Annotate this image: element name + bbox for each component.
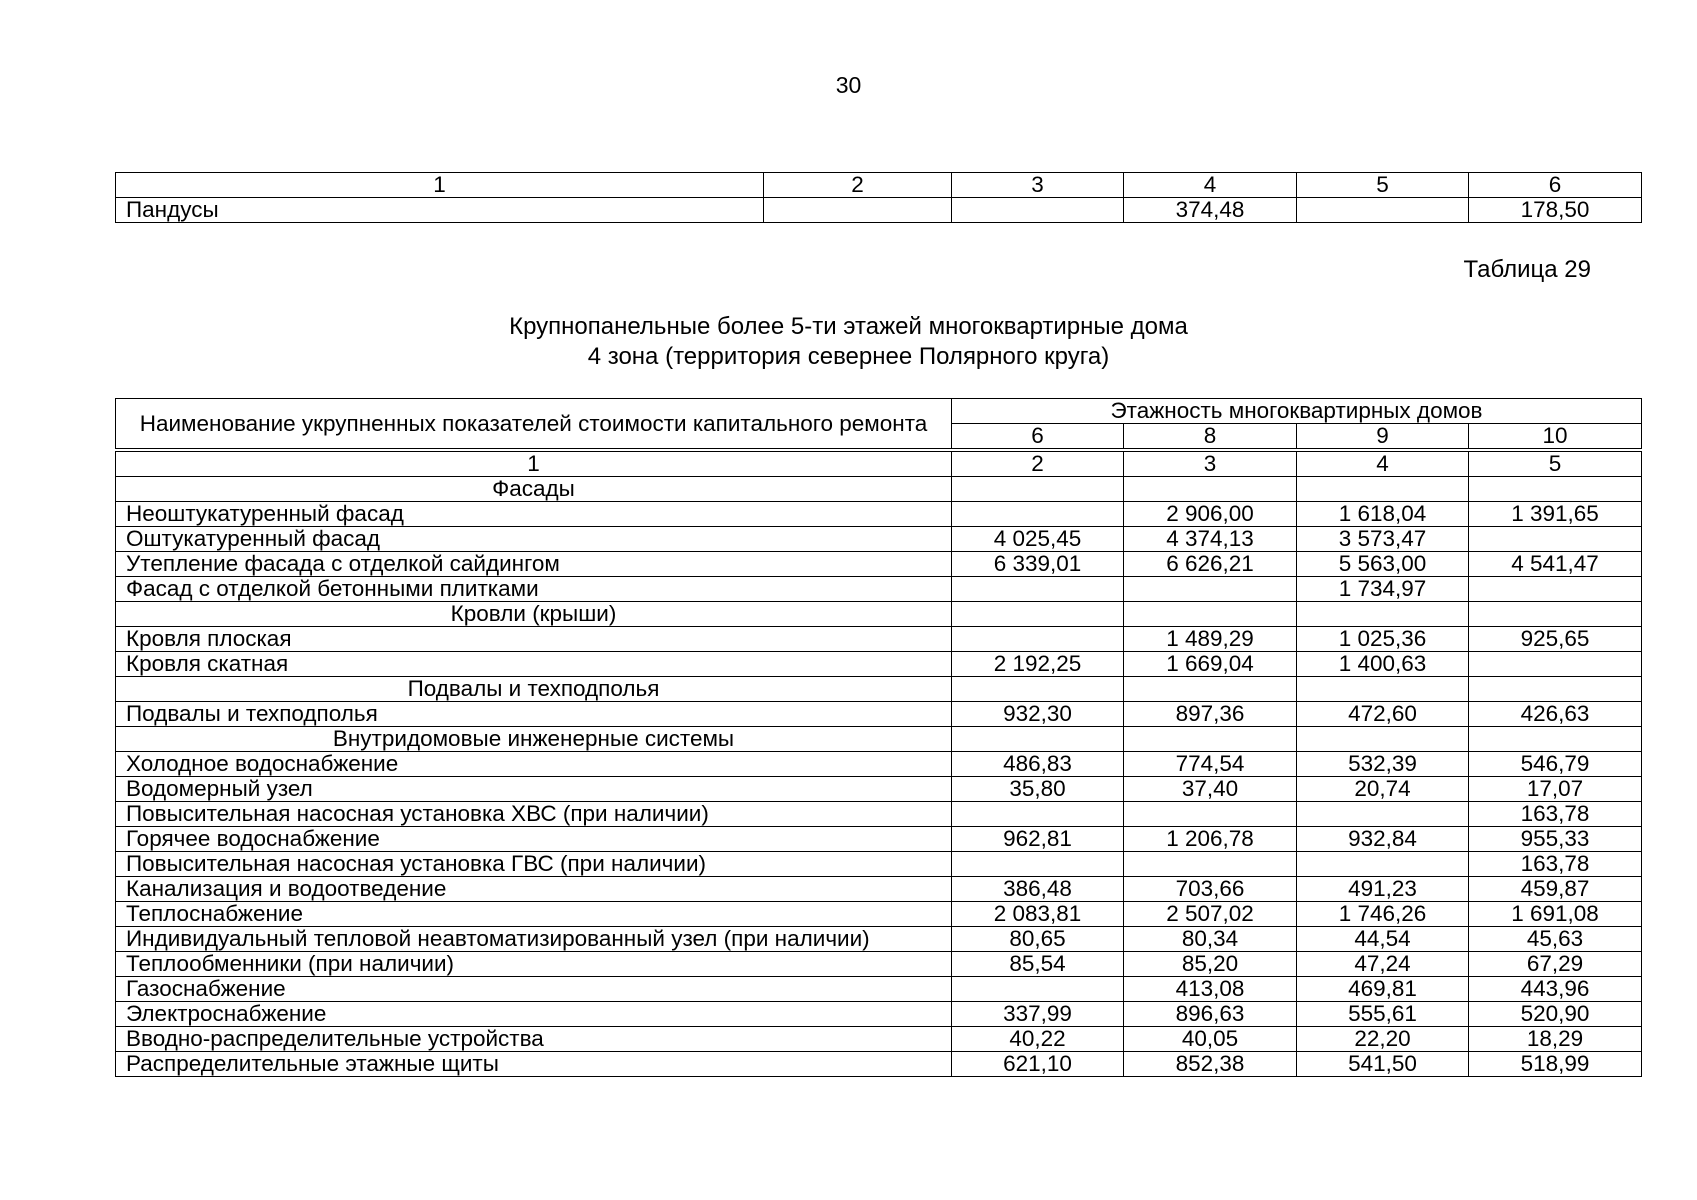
name-column-header: Наименование укрупненных показателей стоимости капитального ремонта xyxy=(116,399,952,449)
value-cell: 486,83 xyxy=(952,752,1124,777)
table-row xyxy=(116,752,1642,777)
value-cell: 541,50 xyxy=(1297,1052,1469,1077)
value-cell xyxy=(952,727,1124,752)
value-cell xyxy=(1124,677,1297,702)
value-cell: 932,30 xyxy=(952,702,1124,727)
row-name-cell: Оштукатуренный фасад xyxy=(116,527,952,552)
main-table xyxy=(115,398,1642,1077)
table-row xyxy=(116,827,1642,852)
section-heading-cell: Фасады xyxy=(116,477,952,502)
column-number-cell: 4 xyxy=(1124,173,1297,198)
value-cell: 621,10 xyxy=(952,1052,1124,1077)
column-number-cell: 5 xyxy=(1297,173,1469,198)
column-number-cell: 5 xyxy=(1469,452,1642,477)
value-cell: 1 206,78 xyxy=(1124,827,1297,852)
section-row xyxy=(116,727,1642,752)
value-cell: 2 192,25 xyxy=(952,652,1124,677)
row-name-cell: Холодное водоснабжение xyxy=(116,752,952,777)
column-number-cell: 3 xyxy=(1124,452,1297,477)
continuation-table xyxy=(115,172,1642,223)
table-row xyxy=(116,952,1642,977)
column-number-cell: 6 xyxy=(1469,173,1642,198)
value-cell: 472,60 xyxy=(1297,702,1469,727)
value-cell: 80,65 xyxy=(952,927,1124,952)
value-cell xyxy=(1297,677,1469,702)
value-cell: 163,78 xyxy=(1469,802,1642,827)
value-cell xyxy=(952,198,1124,223)
row-name-cell: Водомерный узел xyxy=(116,777,952,802)
value-cell xyxy=(952,602,1124,627)
value-cell xyxy=(1469,602,1642,627)
row-name-cell: Горячее водоснабжение xyxy=(116,827,952,852)
value-cell xyxy=(1124,852,1297,877)
value-cell: 1 746,26 xyxy=(1297,902,1469,927)
table-row xyxy=(116,627,1642,652)
value-cell xyxy=(952,802,1124,827)
row-name-cell: Распределительные этажные щиты xyxy=(116,1052,952,1077)
column-number-cell: 4 xyxy=(1297,452,1469,477)
value-cell: 1 400,63 xyxy=(1297,652,1469,677)
value-cell: 4 374,13 xyxy=(1124,527,1297,552)
row-name-cell: Теплообменники (при наличии) xyxy=(116,952,952,977)
value-cell xyxy=(1469,727,1642,752)
value-cell xyxy=(1124,602,1297,627)
value-cell xyxy=(952,852,1124,877)
value-cell: 44,54 xyxy=(1297,927,1469,952)
value-cell xyxy=(1469,677,1642,702)
value-cell: 491,23 xyxy=(1297,877,1469,902)
value-cell: 20,74 xyxy=(1297,777,1469,802)
row-name-cell: Утепление фасада с отделкой сайдингом xyxy=(116,552,952,577)
value-cell: 40,22 xyxy=(952,1027,1124,1052)
value-cell: 413,08 xyxy=(1124,977,1297,1002)
value-cell: 774,54 xyxy=(1124,752,1297,777)
row-name-cell: Теплоснабжение xyxy=(116,902,952,927)
row-name-cell: Кровля скатная xyxy=(116,652,952,677)
value-cell: 2 507,02 xyxy=(1124,902,1297,927)
value-cell xyxy=(1297,852,1469,877)
value-cell: 532,39 xyxy=(1297,752,1469,777)
page-number: 30 xyxy=(835,72,862,98)
value-cell: 67,29 xyxy=(1469,952,1642,977)
value-cell xyxy=(1297,198,1469,223)
value-cell: 2 906,00 xyxy=(1124,502,1297,527)
value-cell: 85,54 xyxy=(952,952,1124,977)
value-cell: 45,63 xyxy=(1469,927,1642,952)
value-cell: 932,84 xyxy=(1297,827,1469,852)
section-row xyxy=(116,602,1642,627)
value-cell xyxy=(952,502,1124,527)
column-number-row xyxy=(116,452,1642,477)
table-row xyxy=(116,877,1642,902)
section-row xyxy=(116,477,1642,502)
row-name-cell: Повысительная насосная установка ХВС (при наличии) xyxy=(116,802,952,827)
value-cell: 18,29 xyxy=(1469,1027,1642,1052)
table-row xyxy=(116,652,1642,677)
value-cell: 2 083,81 xyxy=(952,902,1124,927)
table-row xyxy=(116,1052,1642,1077)
row-name-cell: Канализация и водоотведение xyxy=(116,877,952,902)
value-cell: 4 541,47 xyxy=(1469,552,1642,577)
section-heading-cell: Кровли (крыши) xyxy=(116,602,952,627)
row-name-cell: Электроснабжение xyxy=(116,1002,952,1027)
row-name-cell: Кровля плоская xyxy=(116,627,952,652)
table-row xyxy=(116,1002,1642,1027)
table-row xyxy=(116,852,1642,877)
value-cell: 3 573,47 xyxy=(1297,527,1469,552)
value-cell: 1 669,04 xyxy=(1124,652,1297,677)
row-name-cell: Вводно-распределительные устройства xyxy=(116,1027,952,1052)
value-cell: 1 618,04 xyxy=(1297,502,1469,527)
floors-group-header: Этажность многоквартирных домов xyxy=(952,399,1642,424)
row-name-cell: Индивидуальный тепловой неавтоматизированный узел (при наличии) xyxy=(116,927,952,952)
table-row xyxy=(116,1027,1642,1052)
value-cell xyxy=(764,198,952,223)
column-number-row xyxy=(116,173,1642,198)
row-name-cell: Подвалы и техподполья xyxy=(116,702,952,727)
value-cell: 897,36 xyxy=(1124,702,1297,727)
value-cell: 37,40 xyxy=(1124,777,1297,802)
table-row xyxy=(116,527,1642,552)
value-cell: 40,05 xyxy=(1124,1027,1297,1052)
value-cell: 6 626,21 xyxy=(1124,552,1297,577)
value-cell: 6 339,01 xyxy=(952,552,1124,577)
main-table-body xyxy=(116,477,1642,1077)
column-number-cell: 1 xyxy=(116,173,764,198)
value-cell: 925,65 xyxy=(1469,627,1642,652)
value-cell: 518,99 xyxy=(1469,1052,1642,1077)
table-title xyxy=(0,312,1697,372)
value-cell xyxy=(1297,477,1469,502)
value-cell: 443,96 xyxy=(1469,977,1642,1002)
table-caption: Таблица 29 xyxy=(1463,256,1591,283)
table-row xyxy=(116,902,1642,927)
section-heading-cell: Внутридомовые инженерные системы xyxy=(116,727,952,752)
value-cell xyxy=(1297,602,1469,627)
table-row xyxy=(116,777,1642,802)
value-cell: 47,24 xyxy=(1297,952,1469,977)
row-name-cell: Повысительная насосная установка ГВС (при наличии) xyxy=(116,852,952,877)
table-row xyxy=(116,502,1642,527)
value-cell: 374,48 xyxy=(1124,198,1297,223)
value-cell xyxy=(1124,802,1297,827)
column-number-cell: 2 xyxy=(952,452,1124,477)
floors-header-cell: 8 xyxy=(1124,424,1297,449)
value-cell: 22,20 xyxy=(1297,1027,1469,1052)
value-cell xyxy=(1124,577,1297,602)
value-cell: 955,33 xyxy=(1469,827,1642,852)
value-cell: 703,66 xyxy=(1124,877,1297,902)
value-cell: 4 025,45 xyxy=(952,527,1124,552)
value-cell xyxy=(1124,477,1297,502)
value-cell xyxy=(1297,727,1469,752)
table-row xyxy=(116,577,1642,602)
section-heading-cell: Подвалы и техподполья xyxy=(116,677,952,702)
value-cell: 5 563,00 xyxy=(1297,552,1469,577)
value-cell xyxy=(1469,577,1642,602)
floors-header-cell: 6 xyxy=(952,424,1124,449)
table-row xyxy=(116,702,1642,727)
value-cell xyxy=(952,677,1124,702)
value-cell xyxy=(1297,802,1469,827)
column-number-cell: 3 xyxy=(952,173,1124,198)
value-cell: 1 391,65 xyxy=(1469,502,1642,527)
value-cell: 80,34 xyxy=(1124,927,1297,952)
row-name-cell: Пандусы xyxy=(116,198,764,223)
value-cell: 1 025,36 xyxy=(1297,627,1469,652)
floors-header-cell: 9 xyxy=(1297,424,1469,449)
floors-header-cell: 10 xyxy=(1469,424,1642,449)
value-cell: 520,90 xyxy=(1469,1002,1642,1027)
value-cell: 17,07 xyxy=(1469,777,1642,802)
value-cell: 546,79 xyxy=(1469,752,1642,777)
value-cell: 337,99 xyxy=(952,1002,1124,1027)
value-cell xyxy=(1469,477,1642,502)
value-cell: 178,50 xyxy=(1469,198,1642,223)
table-row xyxy=(116,977,1642,1002)
value-cell xyxy=(952,577,1124,602)
value-cell: 85,20 xyxy=(1124,952,1297,977)
table-title-line: Крупнопанельные более 5-ти этажей многоквартирные дома xyxy=(509,313,1188,340)
value-cell: 1 489,29 xyxy=(1124,627,1297,652)
value-cell: 1 691,08 xyxy=(1469,902,1642,927)
value-cell: 459,87 xyxy=(1469,877,1642,902)
column-number-cell: 2 xyxy=(764,173,952,198)
table-subtitle-line: 4 зона (территория севернее Полярного круга) xyxy=(587,343,1110,370)
value-cell xyxy=(952,977,1124,1002)
value-cell: 426,63 xyxy=(1469,702,1642,727)
value-cell xyxy=(952,477,1124,502)
value-cell: 555,61 xyxy=(1297,1002,1469,1027)
column-number-cell: 1 xyxy=(116,452,952,477)
value-cell: 1 734,97 xyxy=(1297,577,1469,602)
header-row xyxy=(116,399,1642,424)
table-row xyxy=(116,198,1642,223)
row-name-cell: Газоснабжение xyxy=(116,977,952,1002)
value-cell: 163,78 xyxy=(1469,852,1642,877)
table-row xyxy=(116,802,1642,827)
table-row xyxy=(116,552,1642,577)
value-cell xyxy=(1124,727,1297,752)
value-cell xyxy=(1469,527,1642,552)
value-cell: 852,38 xyxy=(1124,1052,1297,1077)
table-row xyxy=(116,927,1642,952)
value-cell: 386,48 xyxy=(952,877,1124,902)
value-cell: 962,81 xyxy=(952,827,1124,852)
value-cell xyxy=(952,627,1124,652)
row-name-cell: Неоштукатуренный фасад xyxy=(116,502,952,527)
section-row xyxy=(116,677,1642,702)
row-name-cell: Фасад с отделкой бетонными плитками xyxy=(116,577,952,602)
value-cell: 896,63 xyxy=(1124,1002,1297,1027)
value-cell: 469,81 xyxy=(1297,977,1469,1002)
value-cell: 35,80 xyxy=(952,777,1124,802)
value-cell xyxy=(1469,652,1642,677)
